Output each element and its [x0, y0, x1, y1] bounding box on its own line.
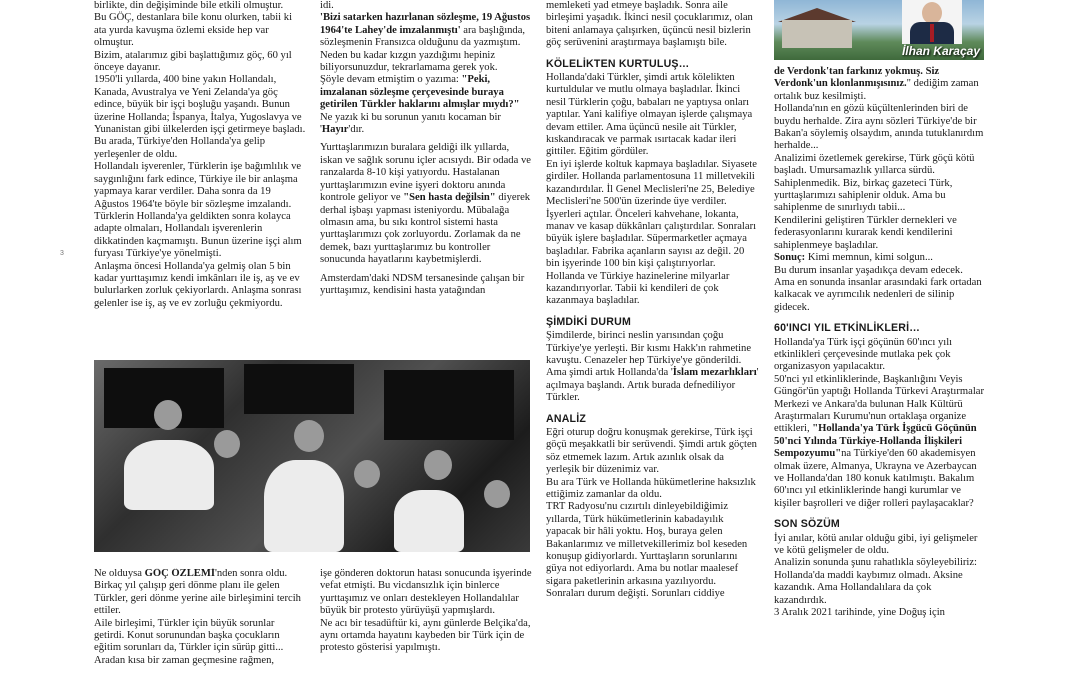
label-bold: Sonuç: [774, 252, 806, 264]
text-run: Ne olduysa [94, 568, 145, 579]
paragraph: Hollanda'nın en gözü küçültenlerinden biri de buydu herhalde. Zira aynı sözleri Türkiye'de bir Bakan'a söylemiş olsaydım, anında tutuklanırdım herhalde... [774, 103, 984, 152]
term-bold: GÖÇ ÖZLEMİ [144, 568, 215, 579]
quote-bold: "Peki, imzalanan sözleşme çerçevesinde buraya getirilen Türkler haklarını almışlar mıydı?" [320, 74, 520, 111]
paragraph: idi. [320, 0, 334, 11]
section-heading: ANALİZ [546, 412, 587, 425]
paragraph [94, 568, 306, 580]
author-name: İlhan Karaçay [901, 44, 980, 58]
paragraph: Bizim, atalarımız gibi başlattığımız göç, 60 yıl önceye dayanır. [94, 49, 292, 74]
paragraph: İyi anılar, kötü anılar olduğu gibi, iyi gelişmeler ve kötü gelişmeler de oldu. [774, 532, 978, 557]
text-run: na Türkiye'den 60 akademisyen olmak üzere, Almanya, Ukrayna ve Azerbaycan ve Hollanda'dan 180 konuk katılmıştı. Bakalım 60'ıncı yıl etkinliklerinde hangi kurumlar ve kişiler başrolleri ve diğer rolleri paylaşacaklar? [774, 448, 977, 509]
paragraph: Aile birleşimi, Türkler için büyük sorunlar getirdi. Konut sorunundan başka çocukların eğitim sorunları da, Türkler için sürüp gitti... [94, 617, 284, 654]
section-heading: ŞİMDİKİ DURUM [546, 315, 631, 328]
answer-bold: Hayır [321, 124, 349, 136]
column-1-bottom [94, 568, 306, 675]
paragraph: Birkaç yıl çalışıp geri dönme planı ile gelen Türkler, geri dönme yerine aile birleşimini tercih ettiler. [94, 580, 301, 617]
section-heading: SON SÖZÜM [774, 518, 840, 531]
column-4 [774, 66, 986, 675]
section-heading: KÖLELİKTEN KURTULUŞ… [546, 57, 690, 70]
paragraph: Neden bu kadar kızgın yazdığımı hepiniz biliyorsunuzdur, tekrarlamama gerek yok. [320, 49, 498, 74]
text-run: 'nden sonra oldu. [214, 568, 288, 579]
column-2-bottom [320, 568, 532, 675]
event-title-bold: "Hollanda'ya Türk İşgücü Göçünün 50'nci Yılında Türkiye-Hollanda İlişkileri Sempozyumu" [774, 423, 977, 460]
paragraph: Ne acı bir tesadüftür ki, aynı günlerde Belçika'da, aynı ortamda hayatını kaybeden bir Türk için de protesto gösterisi yapılmıştı. [320, 617, 531, 654]
quote-bold: de Verdonk'tan farkınız yokmuş. Siz Verdonk'un klonlanmışısınız. [774, 66, 940, 90]
paragraph [774, 66, 986, 103]
paragraph: Kendilerini geliştiren Türkler dernekleri ve federasyonlarını kurarak kendi kendilerini sahiplenmeye başladılar. [774, 214, 957, 251]
paragraph: memleketi yad etmeye başladık. Sonra aile birleşimi yaşadık. İkinci nesil çocuklarımız, olan biteni anlamaya çalışırken, üçüncü nesil bizlerin göç serüvenini araştırmaya başlamıştı bile. [546, 0, 753, 49]
text-run: ' açılmaya başlandı. Artık burada defnediliyor Türkler. [546, 367, 759, 404]
paragraph: 1950'li yıllarda, 400 bine yakın Hollandalı, Kanada, Avustralya ve Yeni Zelanda'ya göç edince, büyük bir işçi boşluğu yaşandı. Bunun üzerine Hollanda; İspanya, İtalya, Yugoslavya ve Yunanistan gibi ülkelerden işçi getirmeye başladı. Bu arada, Türkiye'den Hollanda'ya gelip yerleşenler de oldu. [94, 74, 306, 160]
paragraph: birlikte, din değişiminde bile etkili olmuştur. [94, 0, 284, 11]
text-run: Kimi memnun, kimi solgun... [805, 252, 933, 264]
paragraph: Amsterdam'daki NDSM tersanesinde çalışan bir yurttaşımız, kendisini hasta yatağından [320, 272, 525, 296]
paragraph [774, 252, 986, 264]
paragraph: Bu ara Türk ve Hollanda hükümetlerine haksızlık ettiğimiz zamanlar da oldu. [546, 476, 756, 501]
author-portrait [902, 0, 962, 44]
text-run: diyerek derhal işbaşı yapması isteniyordu. Mübalağa olmasın ama, bu sıkı kontrol sistemi hasta yurttaşlarımızı çok zorluyordu. Zorlamak da ne demek, bazı yurttaşlarımız bu kontroller sonucunda hayatlarını kaybetmişlerdi. [320, 192, 531, 266]
paragraph: Hollandalı işverenler, Türklerin işe bağımlılık ve saygınlığını fark edince, Türkiye ile bir anlaşma yapmaya karar verdiler. Daha sonra da 19 Ağustos 1964'te böyle bir sözleşme imzalandı. [94, 161, 302, 210]
quote-heading: 'Bizi satarken hazırlanan sözleşme, 19 Ağustos 1964'te Lahey'de imzalanmıştı' [320, 12, 531, 36]
paragraph: TRT Radyosu'nu cızırtılı dinleyebildiğimiz yıllarda, Türk hükümetlerinin kabadayılık yapacak bir hâli yoktu. Hoş, buraya gelen Bakanlarımız ve milletvekillerimiz bol keseden konuşup gidiyorlardı. Yurttaşların sorunlarını güya not ediyorlardı. Ama bu notlar maalesef sigara paketlerinin arkasına yazılıyordu. [546, 501, 748, 587]
paragraph: Hollanda'daki Türkler, şimdi artık kölelikten kurtuldular ve mutlu olmaya başladılar. İkinci nesil Türklerin çoğu, babaları ne yaptıysa onları yaptılar. Yani kalifiye olmayan işlerde çalışmaya devam ettiler. Ama üçüncü nesile ait Türkler, kıskandıracak ve parmak ısırtacak kadar ileri gittiler. Eğitim gördüler. [546, 72, 753, 158]
paragraph [320, 112, 532, 137]
paragraph [320, 74, 532, 111]
paragraph: işe gönderen doktorun hatası sonucunda işyerinde vefat etmişti. Bu vicdansızlık için binlerce yurttaşımız ve onları destekleyen Hollandalılar büyük bir protesto yürüyüşü yapmışlardı. [320, 568, 532, 617]
archive-photo-train-station [94, 360, 530, 552]
paragraph: Ama en sonunda insanlar arasındaki fark ortadan kalkacak ve ayrımcılık nedenleri de silinip gidecek. [774, 276, 982, 313]
text-run: Şöyle devam etmiştim o yazıma: [320, 74, 462, 86]
paragraph: 3 Aralık 2021 tarihinde, yine Doğuş için [774, 607, 945, 619]
text-run: Ne yazık ki bu sorunun yanıtı kocaman bir ' [320, 111, 501, 136]
page-marker: 3 [60, 250, 64, 257]
term-bold: İslam mezarlıkları [672, 367, 757, 379]
author-photo [774, 0, 984, 60]
paragraph: Analizin sonunda şunu rahatlıkla söyleyebiliriz: Hollanda'da maddi kaybımız olmadı. Aksine kazandık. Ama Hollandalılara da çok kazandırdık. [774, 557, 977, 606]
paragraph: Hollanda ve Türkiye hazinelerine milyarlar kazandırıyorlar. Tabii ki kendileri de çok kazanmaya başladılar. [546, 270, 730, 307]
paragraph: Hollanda'ya Türk işçi göçünün 60'ıncı yılı etkinlikleri çerçevesinde mutlaka pek çok organizasyon yapılacaktır. [774, 336, 953, 373]
paragraph: Türklerin Hollanda'ya geldikten sonra kolayca adapte olmaları, Hollandalı işverenlerin dikkatinden kaçmamıştı. Bunun üzerine işçi alım furyası Türkiye'ye yönelmişti. [94, 210, 302, 260]
text-run: " dediğim zaman ortalık buz kesilmişti. [774, 78, 979, 102]
text-run: 'dır. [348, 124, 365, 136]
paragraph: İşyerleri açtılar. Önceleri kahvehane, lokanta, manav ve kasap dükkânları çalıştırdılar. Sonraları büyük işlere başladılar. Süpermarketler açmaya başladılar. Fabrika açanların sayısı az değil. 20 bin işyerinde 100 bin kişi çalıştırıyorlar. [546, 208, 757, 270]
paragraph: Bu GÖÇ, destanlara bile konu olurken, tabii ki ata yurda kavuşma özlemi ekside hep var olmuştur. [94, 12, 293, 49]
quote-bold: "Sen hasta değilsin" [403, 192, 496, 204]
column-1 [94, 0, 306, 352]
text-run: Yurttaşlarımızın buralara geldiği ilk yıllarda, iskan ve sağlık sorunu içler acısıydı. Bir odada ve ranzalarda 8-10 kişi yatıyordu. Hastalanan yurttaşlarımızın evine işyeri doktoru anında kontrole geliyor ve [320, 142, 531, 204]
paragraph: Eğri oturup doğru konuşmak gerekirse, Türk işçi göçü meşakkatli bir serüvendi. Şimdi artık göçten söz etmemek lazım. Artık azınlık olsak da yerleşik bir düzenimiz var. [546, 427, 757, 476]
text-run: 50'nci yıl etkinliklerinde, Başkanlığını Veyis Güngör'ün yaptığı Hollanda Türkevi Araştırmalar Merkezi ve Ankara'da bulunan Halk Kültürü Araştırmaları Kurumu'nun ortaklaşa organize ettikleri, [774, 373, 985, 435]
paragraph [774, 374, 986, 510]
text-run: ara başlığında, sözleşmenin Fransızca olduğunu da yazmıştım. [320, 24, 526, 49]
paragraph [546, 330, 760, 404]
paragraph: Anlaşma öncesi Hollanda'ya gelmiş olan 5 bin kadar yurttaşımız kendi imkânları ile iş, aş ve ev bulurlarken zorluk çekiyorlardı. Anlaşma sonrası gelenler ise iş, aş ve ev zorluğu çekmiyordu. [94, 260, 302, 309]
column-3 [546, 0, 760, 675]
paragraph [320, 12, 532, 49]
paragraph: Aradan kısa bir zaman geçmesine rağmen, [94, 654, 275, 666]
column-2 [320, 0, 532, 352]
paragraph: En iyi işlerde koltuk kapmaya başladılar. Siyasete girdiler. Hollanda parlamentosuna 11 milletvekili kazandırdılar. İl Genel Meclisleri'ne 25, Belediye Meclisleri'ne 500'ün üzerinde üye verdiler. [546, 158, 757, 208]
paragraph [320, 142, 532, 266]
paragraph: Sonraları durum değişti. Sorunları ciddiye [546, 588, 725, 600]
text-run: Şimdilerde, birinci neslin yarısından çoğu Türkiye'ye yerleşti. Bir kısmı Hakk'ın rahmetine kavuştu. Cenazeler hep Türkiye'ye gönderildi. Ama şimdi artık Hollanda'da ' [546, 330, 752, 379]
section-heading: 60'INCI YIL ETKİNLİKLERİ… [774, 322, 921, 335]
paragraph: Bu durum insanlar yaşadıkça devam edecek. [774, 264, 963, 276]
paragraph: Analizimi özetlemek gerekirse, Türk göçü kötü başladı. Umursamazlık yıllarca sürdü. Sahiplenmedik. Biz, birkaç gazeteci Türk, yurttaşlarımızı sahiplenir olduk. Ama bu sahiplenme de sınırlıydı tabii... [774, 152, 975, 214]
